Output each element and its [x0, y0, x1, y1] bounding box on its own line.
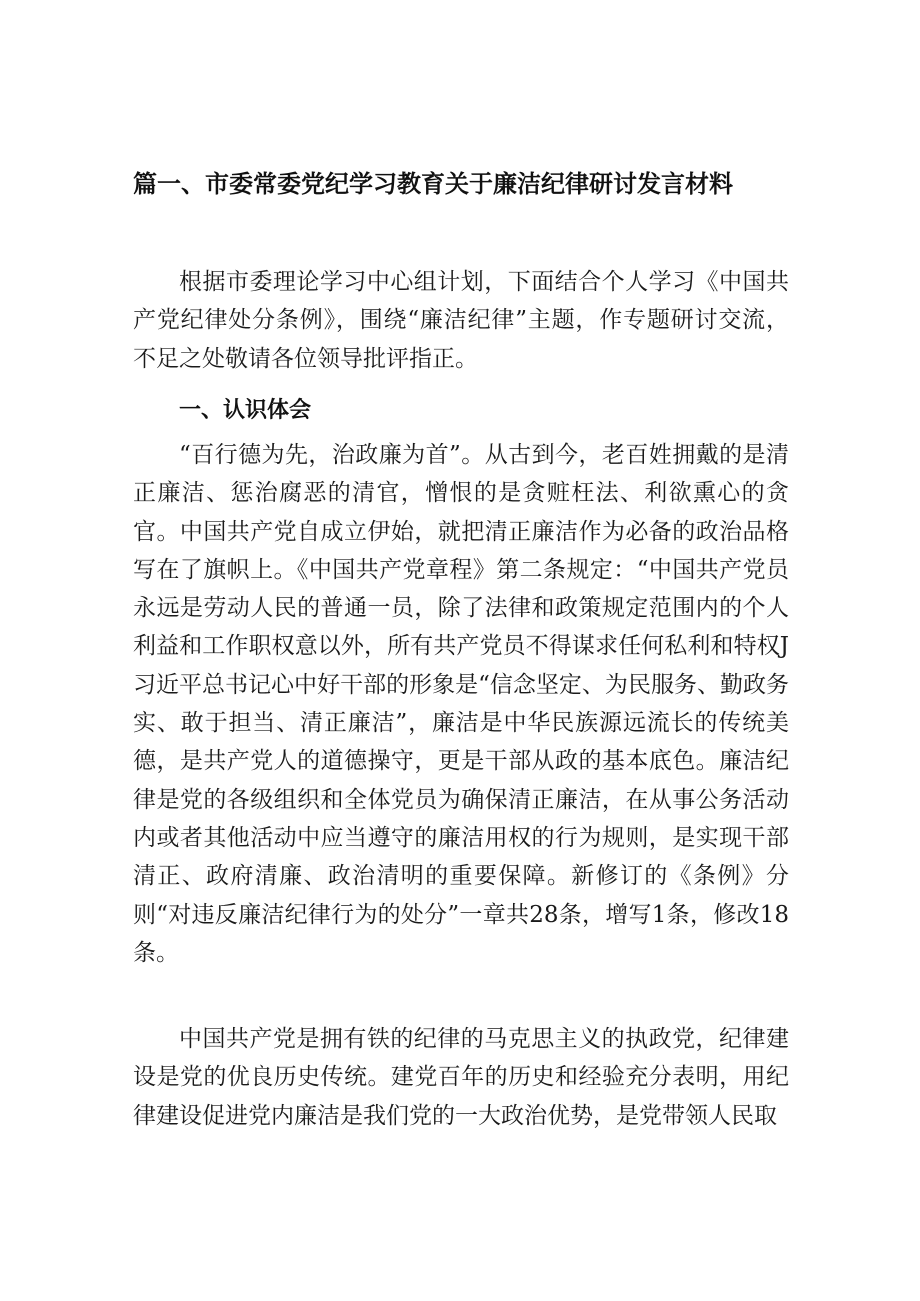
intro-paragraph: 根据市委理论学习中心组计划，下面结合个人学习《中国共产党纪律处分条例》，围绕“廉洁纪律”主题，作专题研讨交流，不足之处敬请各位领导批评指正。 [133, 269, 789, 372]
section-heading: 一、认识体会 [179, 398, 312, 423]
document-title: 篇一、市委常委党纪学习教育关于廉洁纪律研讨发言材料 [133, 170, 733, 198]
body-paragraph: 中国共产党是拥有铁的纪律的马克思主义的执政党，纪律建设是党的优良历史传统。建党百年的历史和经验充分表明，用纪律建设促进党内廉洁是我们党的一大政治优势，是党带领人民取 [133, 1026, 789, 1129]
body-paragraph: “百行德为先，治政廉为首”。从古到今，老百姓拥戴的是清正廉洁、惩治腐恶的清官，憎恨的是贪赃枉法、利欲熏心的贪官。中国共产党自成立伊始，就把清正廉洁作为必备的政治品格写在了旗帜上。《中国共产党章程》第二条规定：“中国共产党员永远是劳动人民的普通一员，除了法律和政策规定范围内的个人利益和工作职权意以外，所有共产党员不得谋求任何私利和特权J习近平总书记心中好干部的形象是“信念坚定、为民服务、勤政务实、敢于担当、清正廉洁”，廉洁是中华民族源远流长的传统美德，是共产党人的道德操守，更是干部从政的基本底色。廉洁纪律是党的各级组织和全体党员为确保清正廉洁，在从事公务活动内或者其他活动中应当遵守的廉洁用权的行为规则，是实现干部清正、政府清廉、政治清明的重要保障。新修订的《条例》分则“对违反廉洁纪律行为的处分”一章共28条，增写1条，修改18条。 [133, 442, 789, 966]
